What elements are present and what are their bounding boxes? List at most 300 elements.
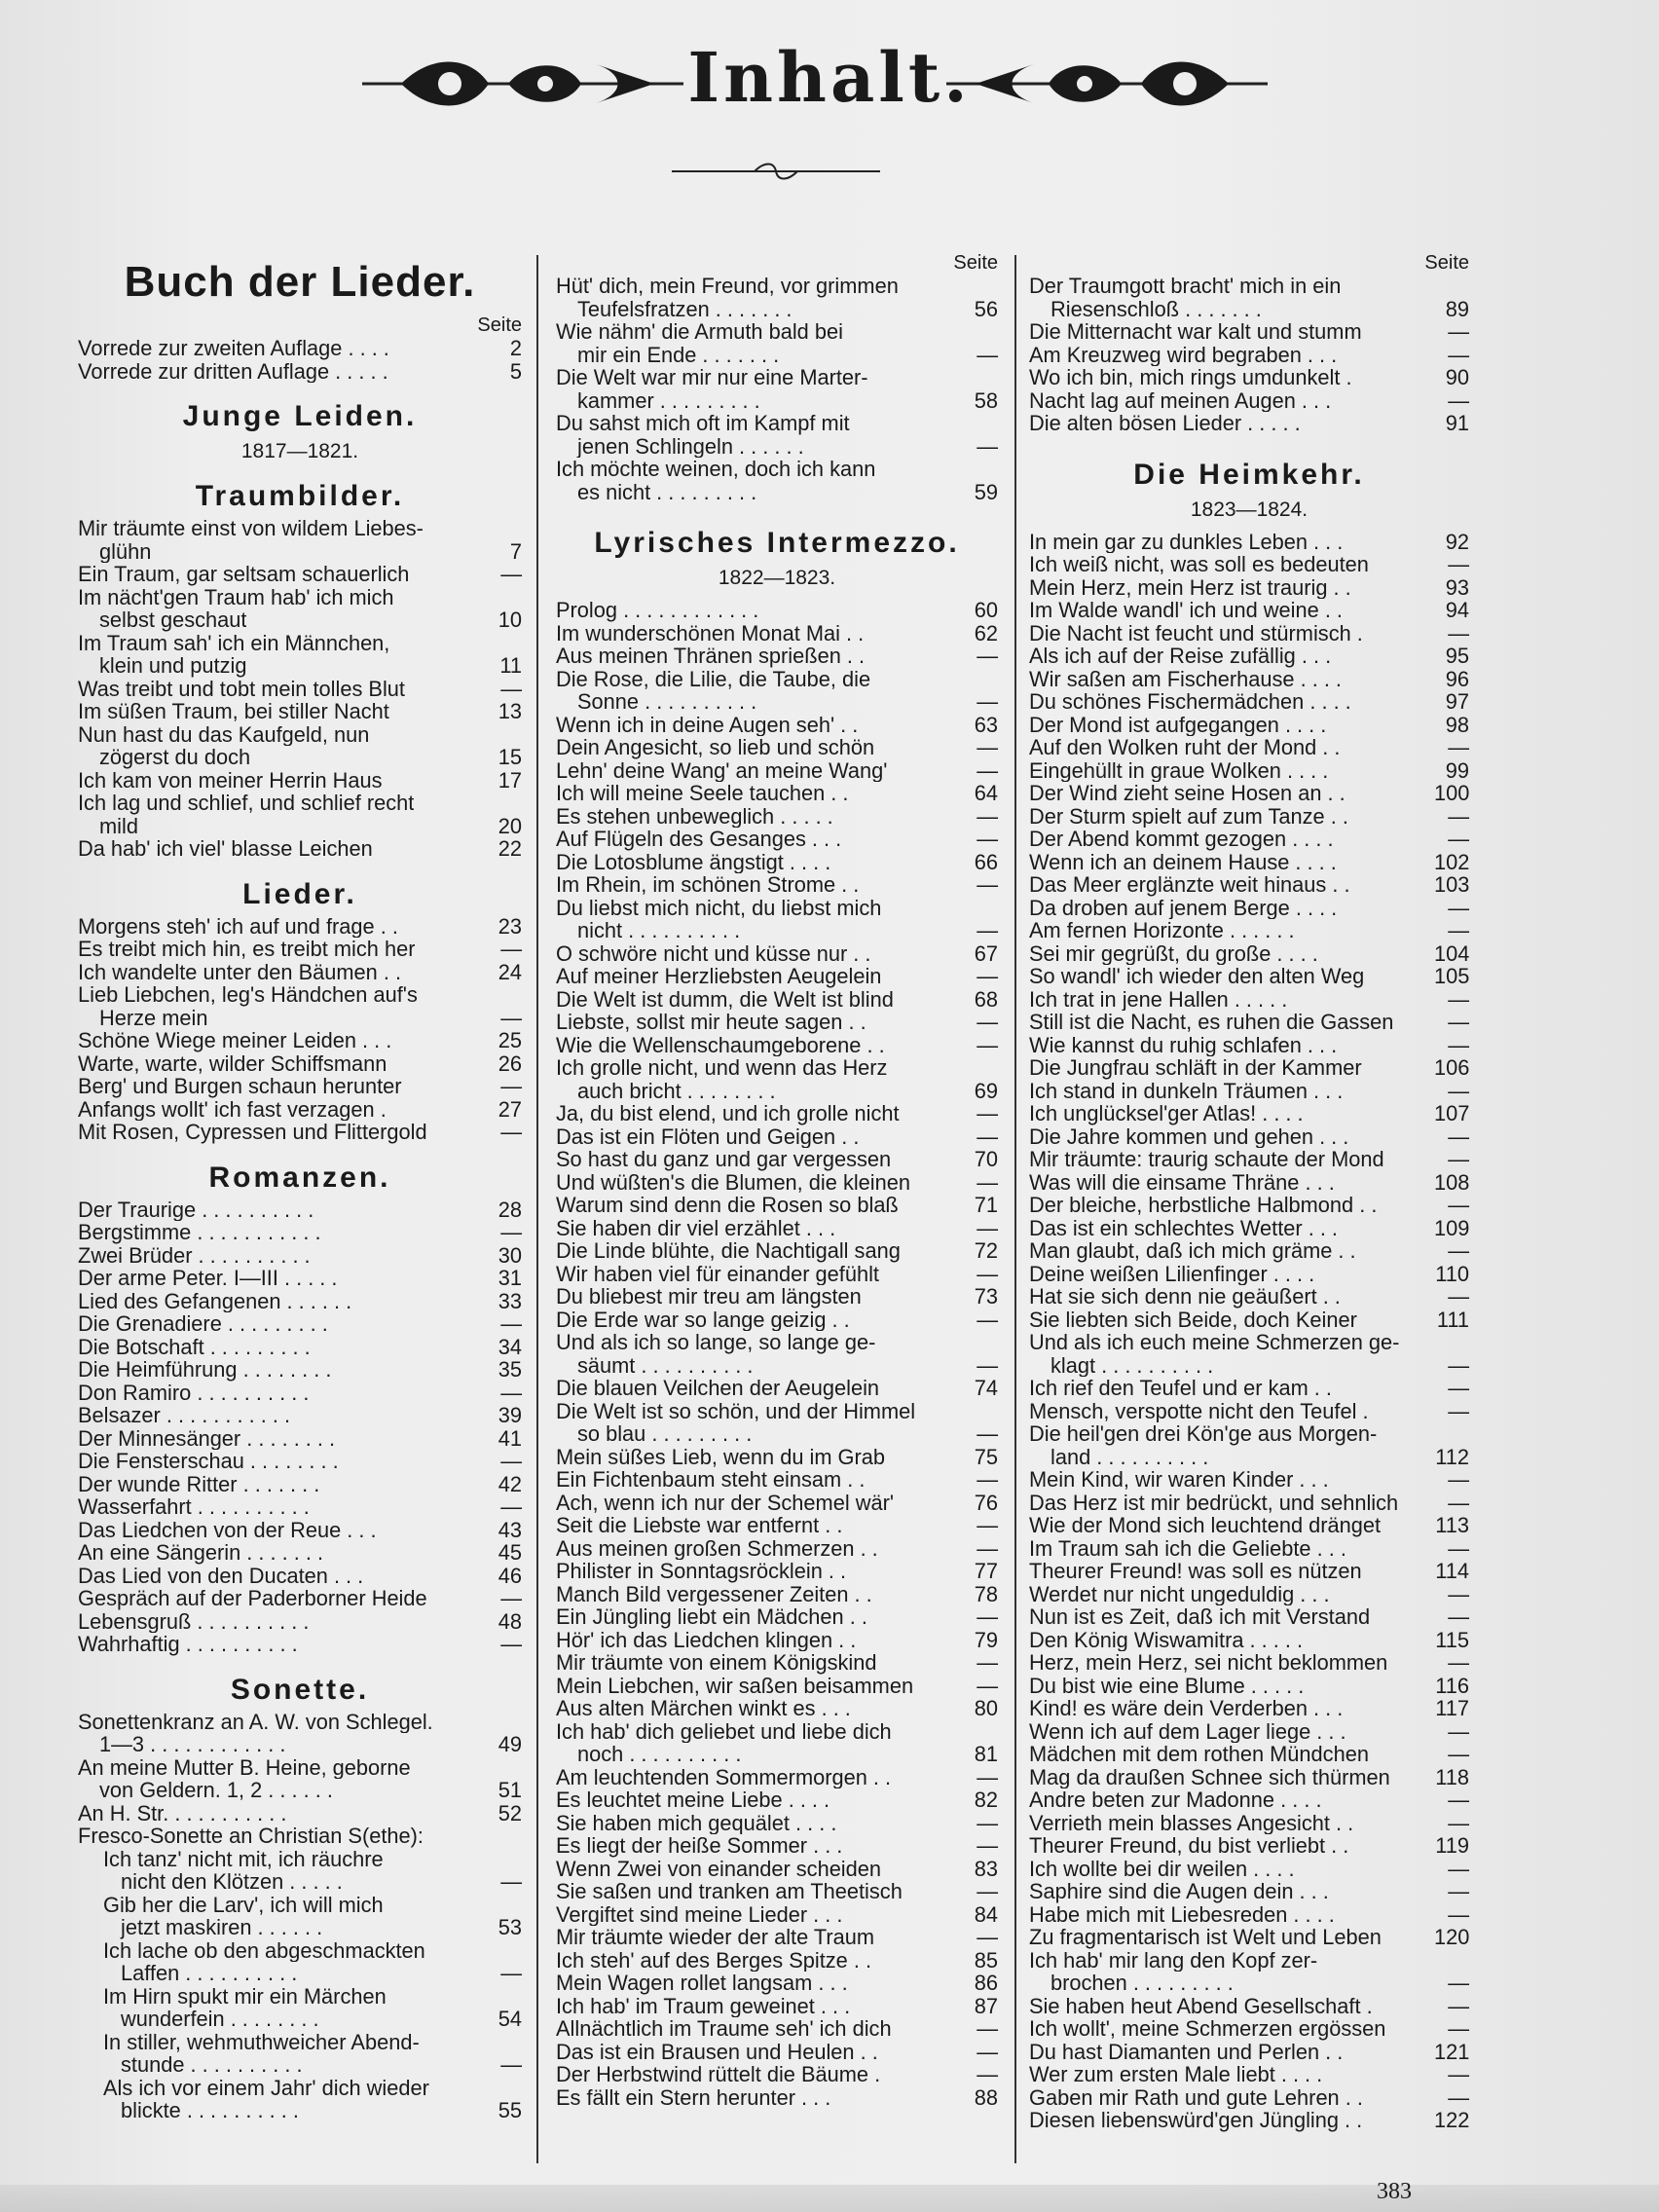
toc-entry-title: Allnächtlich im Traume seh' ich dich [556, 2017, 892, 2041]
toc-entry-page: — [1448, 387, 1469, 413]
continued-entries-list [1029, 275, 1469, 435]
toc-entry-title: Aus meinen großen Schmerzen . . [556, 1536, 878, 1560]
toc-entry-page: — [977, 872, 998, 897]
toc-entry-page: 98 [1445, 712, 1469, 737]
toc-entry [556, 435, 998, 459]
toc-entry-title: Und als ich euch meine Schmerzen ge- [1029, 1331, 1400, 1354]
toc-entry-page: — [977, 827, 998, 851]
toc-entry-title: Gaben mir Rath und gute Lehren . . [1029, 2085, 1363, 2109]
romanzen-list [78, 1198, 522, 1656]
toc-entry-page: — [500, 1005, 522, 1030]
toc-entry-page: 72 [974, 1238, 998, 1263]
toc-entry [1029, 1766, 1469, 1789]
toc-entry-page: 85 [974, 1947, 998, 1972]
toc-entry [78, 1427, 522, 1451]
toc-entry [1029, 1537, 1469, 1561]
toc-entry-page: — [1448, 1284, 1469, 1309]
toc-entry-title: Wasserfahrt . . . . . . . . . . [78, 1495, 310, 1519]
toc-entry [556, 1468, 998, 1492]
toc-entry-title: Sonettenkranz an A. W. von Schlegel. [78, 1710, 433, 1733]
toc-entry [1029, 1331, 1469, 1354]
toc-entry-page: 58 [974, 387, 998, 413]
toc-entry-page: — [1448, 827, 1469, 851]
toc-entry-page: 11 [499, 653, 522, 678]
toc-entry [1029, 1834, 1469, 1858]
toc-entry-page: 88 [974, 2084, 998, 2110]
toc-entry-page: — [1448, 1650, 1469, 1675]
toc-entry-title: Das Lied von den Ducaten . . . [78, 1564, 364, 1587]
toc-entry [78, 1404, 522, 1427]
toc-entry-page: — [1448, 803, 1469, 829]
toc-entry-page: — [977, 1124, 998, 1149]
seite-label: Seite [477, 314, 522, 336]
toc-entry [1029, 2041, 1469, 2064]
toc-entry-title: Der Traumgott bracht' mich in ein [1029, 275, 1342, 298]
toc-entry-title: Ich will meine Seele tauchen . . [556, 782, 849, 805]
toc-entry-page: — [1448, 1193, 1469, 1217]
toc-entry-page: — [1448, 1124, 1469, 1149]
toc-entry-title: kammer . . . . . . . . . [577, 388, 760, 412]
toc-entry [1029, 919, 1469, 942]
toc-entry-title: Auf Flügeln des Gesanges . . . [556, 828, 842, 851]
toc-entry-title: Das Herz ist mir bedrückt, und sehnlich [1029, 1491, 1399, 1514]
toc-entry [556, 1034, 998, 1057]
toc-entry [556, 1605, 998, 1629]
toc-entry-title: es nicht . . . . . . . . . [577, 480, 757, 503]
toc-entry [556, 690, 998, 714]
toc-entry-title: zögerst du doch [99, 746, 251, 769]
toc-entry-page: 99 [1445, 757, 1469, 783]
toc-entry-page: — [1448, 1467, 1469, 1492]
toc-entry-page: — [977, 1810, 998, 1835]
toc-entry-title: Don Ramiro . . . . . . . . . . [78, 1381, 310, 1404]
toc-entry-title: Was treibt und tobt mein tolles Blut [78, 677, 405, 700]
toc-entry-page: 97 [1445, 689, 1469, 714]
toc-entry-page: 31 [498, 1266, 522, 1290]
toc-entry-title: Warum sind denn die Rosen so blaß [556, 1194, 899, 1217]
toc-entry-title: Ich lag und schlief, und schlief recht [78, 792, 415, 815]
toc-entry [556, 873, 998, 897]
toc-entry [1029, 275, 1469, 298]
toc-entry [556, 1651, 998, 1675]
toc-entry-title: Auf meiner Herzliebsten Aeugelein [556, 965, 882, 988]
toc-entry-title: Lied des Gefangenen . . . . . . [78, 1289, 352, 1312]
toc-entry [1029, 576, 1469, 600]
toc-entry-title: land . . . . . . . . . . [1051, 1445, 1209, 1468]
toc-entry [556, 275, 998, 298]
toc-entry-page: — [1448, 1078, 1469, 1103]
toc-entry [1029, 1972, 1469, 1995]
toc-entry-title: Im wunderschönen Monat Mai . . [556, 621, 865, 645]
toc-entry-title: Die Rose, die Lilie, die Taube, die [556, 667, 871, 690]
toc-entry [78, 1825, 522, 1848]
toc-entry-page: 46 [498, 1563, 522, 1588]
toc-entry [1029, 553, 1469, 576]
toc-entry-page: 80 [974, 1696, 998, 1720]
toc-entry-page: — [977, 1673, 998, 1698]
toc-entry [556, 1011, 998, 1034]
toc-entry-page: 100 [1434, 781, 1470, 805]
toc-entry-title: Die Jungfrau schläft in der Kammer [1029, 1056, 1362, 1080]
toc-entry-page: 54 [498, 2007, 522, 2031]
toc-entry-title: Ich hab' dich geliebet und liebe dich [556, 1719, 892, 1743]
toc-entry-title: Am leuchtenden Sommermorgen . . [556, 1765, 892, 1788]
toc-entry [1029, 736, 1469, 759]
toc-entry-title: Der Herbstwind rüttelt die Bäume . [556, 2063, 881, 2086]
toc-entry-title: Die heil'gen drei Kön'ge aus Morgen- [1029, 1422, 1378, 1446]
toc-entry [556, 2063, 998, 2086]
toc-entry-page: — [1448, 1901, 1469, 1927]
section-years: 1823—1824. [1190, 498, 1309, 521]
toc-entry-title: Ich wollt', meine Schmerzen ergössen [1029, 2017, 1386, 2041]
toc-entry-title: Diesen liebenswürd'gen Jüngling . . [1029, 2109, 1363, 2132]
toc-entry-page: 17 [498, 767, 522, 793]
toc-entry-title: Mir träumte wieder der alte Traum [556, 1926, 875, 1949]
toc-entry-title: Ja, du bist elend, und ich grolle nicht [556, 1102, 900, 1125]
toc-entry-title: Teufelsfratzen . . . . . . . [577, 297, 793, 320]
toc-entry-page: 52 [498, 1800, 522, 1825]
toc-entry-page: 105 [1434, 964, 1470, 988]
toc-entry [1029, 1422, 1469, 1446]
toc-entry-title: Man glaubt, daß ich mich gräme . . [1029, 1239, 1356, 1263]
section-title-heimkehr: Die Heimkehr. [1133, 458, 1365, 491]
toc-entry-title: Du schönes Fischermädchen . . . . [1029, 690, 1351, 714]
toc-entry-title: Mit Rosen, Cypressen und Flittergold [78, 1121, 427, 1144]
toc-entry-page: 30 [498, 1242, 522, 1268]
toc-entry-title: Mein Wagen rollet langsam . . . [556, 1972, 848, 1995]
toc-entry-title: auch bricht . . . . . . . . [577, 1079, 776, 1102]
toc-entry-page: 22 [498, 836, 522, 861]
toc-entry-page: — [977, 1169, 998, 1195]
toc-entry [78, 1358, 522, 1382]
toc-entry-page: 23 [498, 913, 522, 939]
toc-entry [1029, 622, 1469, 645]
toc-entry [78, 1052, 522, 1076]
toc-entry-title: Schöne Wiege meiner Leiden . . . [78, 1029, 392, 1052]
toc-entry [78, 608, 522, 632]
toc-entry-page: — [1448, 1742, 1469, 1766]
toc-entry-title: Den König Wiswamitra . . . . . [1029, 1628, 1304, 1651]
toc-entry-title: Und als ich so lange, so lange ge- [556, 1331, 876, 1354]
toc-entry-page: 89 [1445, 296, 1469, 321]
toc-entry-page: — [977, 2039, 998, 2064]
toc-entry [556, 1102, 998, 1125]
toc-entry-page: 113 [1435, 1513, 1469, 1537]
toc-entry [78, 1382, 522, 1405]
toc-entry [1029, 782, 1469, 805]
toc-entry-title: klagt . . . . . . . . . . [1051, 1353, 1214, 1377]
toc-entry [78, 1519, 522, 1542]
toc-entry-title: Du liebst mich nicht, du liebst mich [556, 896, 882, 919]
toc-entry-page: 78 [974, 1581, 998, 1606]
toc-entry [78, 1633, 522, 1656]
toc-entry-title: Liebste, sollst mir heute sagen . . [556, 1011, 866, 1034]
toc-entry-page: — [1448, 342, 1469, 367]
toc-entry-page: — [1448, 1490, 1469, 1515]
toc-entry-title: Es treibt mich hin, es treibt mich her [78, 938, 416, 961]
toc-entry-title: Wie die Wellenschaumgeborene . . [556, 1033, 885, 1056]
toc-entry [1029, 828, 1469, 851]
toc-entry-title: Seit die Liebste war entfernt . . [556, 1514, 843, 1537]
toc-entry-page: 25 [498, 1028, 522, 1052]
toc-entry [78, 632, 522, 655]
toc-entry-title: Bergstimme . . . . . . . . . . . [78, 1221, 321, 1244]
toc-entry [556, 1995, 998, 2018]
toc-entry-page: 39 [498, 1403, 522, 1427]
toc-entry [78, 1312, 522, 1336]
toc-entry [78, 517, 522, 540]
continued-entries-list [556, 275, 998, 503]
toc-entry [1029, 759, 1469, 783]
sonette-list [78, 1711, 522, 2122]
toc-entry-page: 33 [498, 1288, 522, 1313]
toc-entry-page: 74 [974, 1376, 998, 1400]
section-title-lieder: Lieder. [242, 877, 357, 910]
toc-entry [78, 1495, 522, 1519]
toc-entry-title: Im Rhein, im schönen Strome . . [556, 873, 860, 897]
toc-entry-title: Die Lotosblume ängstigt . . . . [556, 850, 831, 873]
toc-entry-page: — [500, 2052, 522, 2077]
toc-entry [78, 1870, 522, 1894]
toc-entry [78, 1221, 522, 1244]
toc-entry-title: Wenn ich in deine Augen seh' . . [556, 713, 859, 736]
toc-entry-title: Deine weißen Lilienfinger . . . . [1029, 1262, 1315, 1285]
toc-entry-title: Die Jahre kommen und gehen . . . [1029, 1124, 1349, 1148]
toc-entry-page: — [1448, 552, 1469, 576]
toc-entry-title: Sie liebten sich Beide, doch Keiner [1029, 1308, 1357, 1331]
toc-entry [1029, 1583, 1469, 1606]
toc-entry [78, 1565, 522, 1588]
toc-entry [556, 366, 998, 389]
toc-entry-page: 109 [1434, 1215, 1470, 1240]
toc-entry-page: 77 [974, 1559, 998, 1583]
toc-entry [1029, 1034, 1469, 1057]
toc-entry-title: Gib her die Larv', ich will mich [103, 1893, 384, 1916]
toc-entry-page: — [1448, 1810, 1469, 1835]
toc-entry [1029, 1148, 1469, 1171]
toc-entry-title: Hör' ich das Liedchen klingen . . [556, 1628, 857, 1651]
toc-entry-title: Die Grenadiere . . . . . . . . . [78, 1312, 328, 1336]
toc-entry-page: — [1448, 1993, 1469, 2018]
toc-entry-title: Der arme Peter. I—III . . . . . [78, 1267, 338, 1290]
toc-entry [78, 540, 522, 564]
toc-entry-title: Hüt' dich, mein Freund, vor grimmen [556, 275, 899, 298]
toc-entry-page: 115 [1435, 1627, 1469, 1652]
toc-entry-page: — [500, 676, 522, 701]
toc-entry-page: 84 [974, 1901, 998, 1927]
toc-entry-page: — [1448, 1398, 1469, 1423]
toc-entry-page: — [1448, 1376, 1469, 1400]
toc-entry-page: 69 [974, 1078, 998, 1103]
toc-entry-title: Ich weiß nicht, was soll es bedeuten [1029, 553, 1369, 576]
toc-entry [78, 337, 522, 360]
toc-entry-title: Sie saßen und tranken am Theetisch [556, 1880, 903, 1903]
column-divider [536, 255, 538, 2163]
toc-entry [556, 965, 998, 988]
toc-entry-page: 13 [498, 699, 522, 723]
toc-entry-page: — [500, 937, 522, 961]
toc-entry [1029, 988, 1469, 1012]
toc-entry [1029, 1560, 1469, 1583]
toc-entry-page: 121 [1434, 2039, 1470, 2064]
toc-entry [556, 1766, 998, 1789]
toc-entry [1029, 1995, 1469, 2018]
toc-entry [78, 2099, 522, 2122]
toc-entry-page: — [1448, 1604, 1469, 1629]
toc-entry-page: — [500, 1380, 522, 1405]
toc-entry-title: Ich tanz' nicht mit, ich räuchre [103, 1847, 384, 1870]
toc-entry [556, 1537, 998, 1561]
toc-entry [78, 961, 522, 984]
toc-entry-title: Mensch, verspotte nicht den Teufel . [1029, 1399, 1369, 1422]
toc-entry-page: 62 [974, 620, 998, 645]
toc-entry-title: Die blauen Veilchen der Aeugelein [556, 1377, 880, 1400]
toc-entry-page: 111 [1436, 1307, 1469, 1332]
toc-entry [556, 1171, 998, 1195]
toc-entry [1029, 1949, 1469, 1972]
toc-entry [78, 700, 522, 723]
toc-entry-title: Die Linde blühte, die Nachtigall sang [556, 1239, 901, 1263]
toc-entry [1029, 1309, 1469, 1332]
toc-entry [78, 1473, 522, 1496]
toc-entry [78, 1450, 522, 1473]
toc-entry-title: Lieb Liebchen, leg's Händchen auf's [78, 983, 418, 1007]
column-divider [1014, 255, 1016, 2163]
toc-entry-title: Als ich vor einem Jahr' dich wieder [103, 2076, 429, 2099]
toc-entry-title: Saphire sind die Augen dein . . . [1029, 1880, 1329, 1903]
toc-entry [1029, 599, 1469, 622]
toc-entry-title: Es liegt der heiße Sommer . . . [556, 1834, 843, 1858]
toc-entry-title: Ein Jüngling liebt ein Mädchen . . [556, 1605, 867, 1629]
toc-entry-title: Der wunde Ritter . . . . . . . [78, 1472, 320, 1495]
toc-entry [1029, 412, 1469, 435]
toc-entry-title: Im Walde wandl' ich und weine . . [1029, 599, 1343, 622]
toc-entry [556, 1080, 998, 1103]
toc-entry-page: 91 [1445, 411, 1469, 435]
toc-entry [556, 1263, 998, 1286]
toc-entry-page: — [500, 1632, 522, 1656]
toc-entry-title: Die Welt ist so schön, und der Himmel [556, 1399, 916, 1422]
toc-entry-title: Ich hab' im Traum geweinet . . . [556, 1994, 851, 2017]
toc-entry [78, 1894, 522, 1917]
toc-entry-page: 81 [974, 1742, 998, 1766]
toc-entry [556, 1788, 998, 1812]
toc-entry-title: Der Sturm spielt auf zum Tanze . . [1029, 804, 1348, 828]
toc-entry-title: Zu fragmentarisch ist Welt und Leben [1029, 1926, 1382, 1949]
toc-entry-title: mir ein Ende . . . . . . . [577, 343, 780, 366]
toc-entry-page: — [977, 735, 998, 759]
toc-entry-title: Die Welt war mir nur eine Marter- [556, 366, 868, 389]
toc-entry [1029, 389, 1469, 413]
toc-entry-title: nicht . . . . . . . . . . [577, 919, 741, 942]
toc-entry-title: Ich möchte weinen, doch ich kann [556, 458, 876, 481]
toc-entry [1029, 1514, 1469, 1537]
toc-entry [1029, 366, 1469, 389]
toc-entry-title: Ich wollte bei dir weilen . . . . [1029, 1857, 1295, 1880]
toc-entry [556, 1949, 998, 1972]
toc-entry [556, 458, 998, 481]
toc-entry-title: Gespräch auf der Paderborner Heide [78, 1587, 427, 1610]
book-title: Buch der Lieder. [124, 258, 476, 306]
toc-entry [556, 1697, 998, 1720]
toc-entry [78, 1290, 522, 1313]
toc-entry [1029, 1400, 1469, 1423]
toc-entry [556, 897, 998, 920]
toc-entry [556, 2017, 998, 2041]
toc-entry-title: Und wüßten's die Blumen, die kleinen [556, 1170, 911, 1194]
toc-entry-title: Im süßen Traum, bei stiller Nacht [78, 700, 389, 723]
toc-entry-title: Lebensgruß . . . . . . . . . . [78, 1609, 310, 1633]
toc-entry-title: Vergiftet sind meine Lieder . . . [556, 1902, 843, 1926]
toc-entry-title: Mein süßes Lieb, wenn du im Grab [556, 1445, 886, 1468]
toc-entry-page: — [1448, 1856, 1469, 1881]
toc-entry-page: 59 [974, 479, 998, 504]
toc-entry-page: 106 [1434, 1055, 1470, 1080]
toc-entry-title: Wahrhaftig . . . . . . . . . . [78, 1633, 298, 1656]
toc-entry [556, 1720, 998, 1744]
toc-entry [1029, 298, 1469, 321]
toc-entry-title: Still ist die Nacht, es ruhen die Gassen [1029, 1011, 1394, 1034]
toc-entry-page: 43 [498, 1517, 522, 1542]
toc-entry-title: Sie haben heut Abend Gesellschaft . [1029, 1994, 1373, 2017]
toc-entry-page: 42 [498, 1471, 522, 1496]
toc-entry-title: So wandl' ich wieder den alten Weg [1029, 965, 1365, 988]
toc-entry [556, 736, 998, 759]
toc-entry-page: 110 [1435, 1261, 1469, 1286]
toc-entry [556, 1285, 998, 1309]
toc-entry [556, 1743, 998, 1766]
toc-entry-page: 10 [498, 608, 522, 632]
toc-entry-page: 63 [974, 712, 998, 737]
toc-entry-page: 41 [498, 1425, 522, 1451]
toc-entry-title: Der Minnesänger . . . . . . . . [78, 1426, 336, 1450]
toc-entry [78, 1029, 522, 1052]
toc-entry [556, 320, 998, 344]
toc-entry-page: — [1448, 735, 1469, 759]
toc-entry-title: Verrieth mein blasses Angesicht . . [1029, 1811, 1354, 1834]
toc-entry-title: Wie nähm' die Armuth bald bei [556, 320, 843, 344]
toc-entry-title: Ach, wenn ich nur der Schemel wär' [556, 1491, 895, 1514]
toc-entry [556, 622, 998, 645]
toc-entry-page: — [1448, 918, 1469, 942]
toc-entry [556, 1331, 998, 1354]
toc-entry [1029, 714, 1469, 737]
toc-entry-page: — [1448, 1032, 1469, 1057]
toc-entry [1029, 1171, 1469, 1195]
toc-entry [78, 2053, 522, 2077]
toc-entry [556, 599, 998, 622]
toc-entry [556, 1148, 998, 1171]
toc-entry [78, 723, 522, 747]
toc-entry-page: — [500, 1120, 522, 1144]
toc-entry [78, 678, 522, 701]
toc-entry-title: Morgens steh' ich auf und frage . . [78, 914, 398, 938]
toc-entry-page: 104 [1434, 940, 1470, 966]
toc-entry [556, 1675, 998, 1698]
toc-entry-page: 49 [498, 1732, 522, 1756]
toc-entry-page: — [1448, 2062, 1469, 2086]
toc-entry [78, 1733, 522, 1756]
toc-entry [1029, 1675, 1469, 1698]
toc-entry-title: Im Traum sah ich die Geliebte . . . [1029, 1536, 1346, 1560]
toc-entry-page: — [500, 1961, 522, 1985]
toc-entry-page: 70 [974, 1147, 998, 1171]
toc-entry-title: Wir saßen am Fischerhause . . . . [1029, 667, 1342, 690]
toc-entry [78, 1121, 522, 1144]
divider-ornament-icon [672, 152, 880, 191]
toc-entry [78, 1848, 522, 1871]
toc-entry-page: 79 [974, 1627, 998, 1652]
